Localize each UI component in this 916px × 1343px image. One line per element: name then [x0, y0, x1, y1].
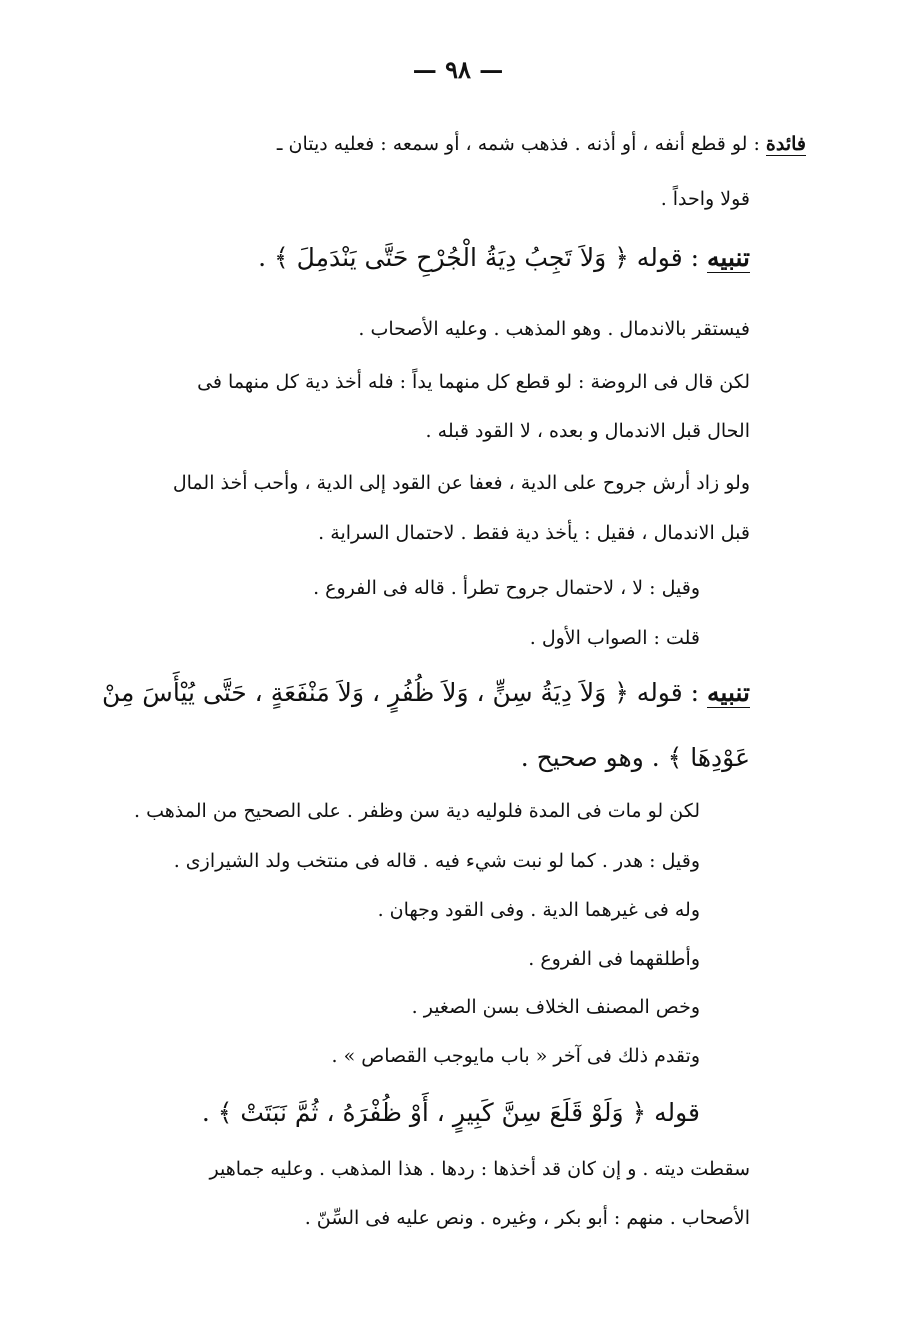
text-line: قلت : الصواب الأول . — [529, 627, 700, 649]
note-label: تنبيه — [707, 678, 750, 707]
text-line: قولا واحداً . — [660, 188, 750, 210]
text-line: تنبيه : قوله ﴿ وَلاَ تَجِبُ دِيَةُ الْجُرْحِ حَتَّى يَنْدَمِلَ ﴾ . — [258, 243, 750, 272]
text-line: وخص المصنف الخلاف بسن الصغير . — [411, 996, 700, 1018]
text-line: الأصحاب . منهم : أبو بكر ، وغيره . ونص عليه فى السِّنّ . — [304, 1207, 750, 1229]
text-line: فائدة : لو قطع أنفه ، أو أذنه . فذهب شمه ، أو سمعه : فعليه ديتان ـ — [276, 133, 806, 155]
text-line: ولو زاد أرش جروح على الدية ، فعفا عن القود إلى الدية ، وأحب أخذ المال — [172, 472, 750, 494]
text-line: وقيل : هدر . كما لو نبت شيء فيه . قاله فى منتخب ولد الشيرازى . — [173, 850, 700, 872]
note-label: تنبيه — [707, 243, 750, 272]
text-line: سقطت ديته . و إن كان قد أخذها : ردها . هذا المذهب . وعليه جماهير — [209, 1158, 750, 1180]
text-line: وأطلقهما فى الفروع . — [528, 948, 700, 970]
text-line: وقيل : لا ، لاحتمال جروح تطرأ . قاله فى الفروع . — [313, 577, 700, 599]
text-line: قبل الاندمال ، فقيل : يأخذ دية فقط . لاحتمال السراية . — [318, 522, 750, 544]
text-line: عَوْدِهَا ﴾ . وهو صحيح . — [520, 743, 750, 772]
text-line: وله فى غيرهما الدية . وفى القود وجهان . — [377, 899, 700, 921]
note-label: فائدة — [765, 133, 806, 155]
text-line: الحال قبل الاندمال و بعده ، لا القود قبله . — [425, 420, 750, 442]
text-line: فيستقر بالاندمال . وهو المذهب . وعليه الأصحاب . — [358, 318, 750, 340]
text-line: قوله ﴿ وَلَوْ قَلَعَ سِنَّ كَبِيرٍ ، أَوْ ظُفْرَهُ ، ثُمَّ نَبَتَتْ ﴾ . — [201, 1098, 700, 1127]
text-line: تنبيه : قوله ﴿ وَلاَ دِيَةُ سِنٍّ ، وَلاَ ظُفُرٍ ، وَلاَ مَنْفَعَةٍ ، حَتَّى يُيْأَسَ مِنْ — [101, 678, 750, 707]
text-line: لكن لو مات فى المدة فلوليه دية سن وظفر . على الصحيح من المذهب . — [134, 800, 700, 822]
text-line: وتقدم ذلك فى آخر « باب مايوجب القصاص » . — [331, 1045, 700, 1067]
page-number: — ٩٨ — — [412, 55, 504, 84]
text-line: لكن قال فى الروضة : لو قطع كل منهما يداً : فله أخذ دية كل منهما فى — [197, 371, 750, 393]
